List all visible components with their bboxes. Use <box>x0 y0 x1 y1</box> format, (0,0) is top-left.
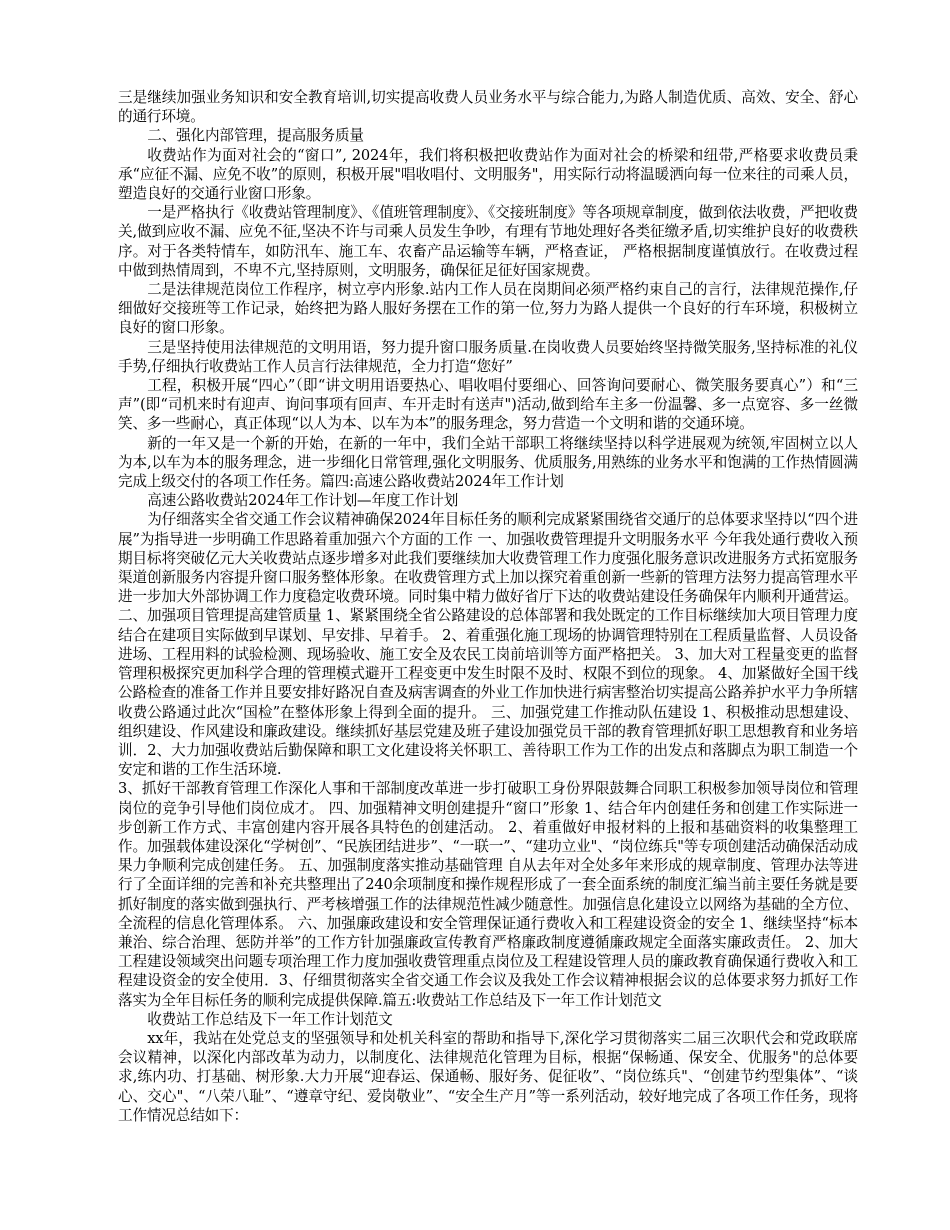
article-title-plan-2024: 高速公路收费站2024年工作计划—年度工作计划 <box>147 492 459 510</box>
paragraph-8: 新的一年又是一个新的开始，在新的一年中，我们全站干部职工将继续坚持以科学进展观为统领,牢固树立以人为本,以车为本的服务理念，进一步细化日常管理,强化文明服务、优质服务,用熟练的业务水平和饱满的工作热情圆满完成上级交付的各项工作任务。篇四:高速公路收费站2024年工作计划 <box>118 434 858 491</box>
paragraph-4: 一是严格执行《收费站管理制度》、《值班管理制度》、《交接班制度》等各项规章制度，做到依法收费，严把收费关,做到应收不漏、应免不征,坚决不许与司乘人员发生争吵，有理有节地处理好各类征缴矛盾,切实维护良好的收费秩序。对于各类特情车，如防汛车、施工车、农畜产品运输等车辆，严格查证， 严格根据制度谨慎放行。在收费过程中做到热情周到，不卑不亢,坚持原则，文明服务，确保征足征好国家规费。 <box>118 204 858 279</box>
paragraph-1: 三是继续加强业务知识和安全教育培训,切实提高收费人员业务水平与综合能力,为路人制造优质、高效、安全、舒心的通行环境。 <box>118 89 858 126</box>
paragraph-6: 三是坚持使用法律规范的文明用语，努力提升窗口服务质量.在岗收费人员要始终坚持微笑服务,坚持标准的礼仪手势,仔细执行收费站工作人员言行法律规范，全力打造“您好” <box>118 338 858 375</box>
section-heading-2: 二、强化内部管理，提高服务质量 <box>147 127 364 145</box>
article-title-summary: 收费站工作总结及下一年工作计划范文 <box>147 1010 393 1028</box>
paragraph-7: 工程，积极开展“四心”（即“讲文明用语要热心、唱收唱付要细心、回答询问要耐心、微笑服务要真心”）和“三声”(即“司机来时有迎声、询问事项有回声、车开走时有送声")活动,做到给车主多一份温馨、多一点宽容、多一丝微笑、多一些耐心，真正体现“以人为本、以车为本”的服务理念，努力营造一个文明和谐的交通环境。 <box>118 377 858 433</box>
document-body <box>118 88 858 1125</box>
paragraph-11: 3、抓好干部教育管理工作深化人事和干部制度改革进一步打破职工身份界限鼓舞合同职工积极参加领导岗位和管理岗位的竞争引导他们岗位成才。 四、加强精神文明创建提升“窗口”形象 1、结合年内创建任务和创建工作实际进一步创新工作方式、丰富创建内容开展各具特色的创建活动。 2、着重做好申报材料的上报和基础资料的收集整理工作。加强载体建设深化“学树创”、“民族团结进步”、“一联一”、“建功立业"、“岗位练兵"等专项创建活动确保活动成果力争顺利完成创建任务。 五、加强制度落实推动基础管理 自从去年对全处多年来形成的规章制度、管理办法等进行了全面详细的完善和补充共整理出了240余项制度和操作规程形成了一套全面系统的制度汇编当前主要任务就是要抓好制度的落实做到强执行、严考核增强工作的法律规范性减少随意性。加强信息化建设立以网络为基础的全方位、全流程的信息化管理体系。 六、加强廉政建设和安全管理保证通行费收入和工程建设资金的安全 1、继续坚持“标本兼治、综合治理、惩防并举”的工作方针加强廉政宣传教育严格廉政制度遵循廉政规定全面落实廉政责任。 2、加大工程建设领域突出问题专项治理工作力度加强收费管理重点岗位及工程建设管理人员的廉政教育确保通行费收入和工程建设资金的安全使用．3、仔细贯彻落实全省交通工作会议及我处工作会议精神根据会议的总体要求努力抓好工作落实为全年目标任务的顺利完成提供保障.篇五:收费站工作总结及下一年工作计划范文 <box>118 780 858 1009</box>
paragraph-5: 二是法律规范岗位工作程序，树立亭内形象.站内工作人员在岗期间必须严格约束自己的言行，法律规范操作,仔细做好交接班等工作记录，始终把为路人服好务摆在工作的第一位,努力为路人提供一个良好的行车环境，积极树立良好的窗口形象。 <box>118 281 858 337</box>
paragraph-10: 为仔细落实全省交通工作会议精神确保2024年目标任务的顺利完成紧紧围绕省交通厅的总体要求坚持以“四个进展”为指导进一步明确工作思路着重加强六个方面的工作 一、加强收费管理提升文明服务水平 今年我处通行费收入预期目标将突破亿元大关收费站点逐步增多对此我们要继续加大收费管理工作力度强化服务意识改进服务方式拓宽服务渠道创新服务内容提升窗口服务整体形象。在收费管理方式上加以探究着重创新一些新的管理方法努力提高管理水平进一步加大外部协调工作力度稳定收费环境。同时集中精力做好省厅下达的收费站建设任务确保年内顺利开通营运。 二、加强项目管理提高建管质量 1、紧紧围绕全省公路建设的总体部署和我处既定的工作目标继续加大项目管理力度结合在建项目实际做到早谋划、早安排、早着手。 2、着重强化施工现场的协调管理特别在工程质量监督、人员设备进场、工程用料的试验检测、现场验收、施工安全及农民工岗前培训等方面严格把关。 3、加大对工程量变更的监督管理积极探究更加科学合理的管理模式避开工程变更中发生时限不及时、权限不到位的现象。 4、加紧做好全国干线公路检查的准备工作并且要安排好路况自查及病害调查的外业工作加快进行病害整治切实提高公路养护水平力争所辖收费公路通过此次“国检”在整体形象上得到全面的提升。 三、加强党建工作推动队伍建设 1、积极推动思想建设、组织建设、作风建设和廉政建设。继续抓好基层党建及班子建设加强党员干部的教育管理抓好职工思想教育和业务培训．2、大力加强收费站后勤保障和职工文化建设将关怀职工、善待职工作为工作的出发点和落脚点为职工制造一个安定和谐的工作生活环境. <box>118 511 858 779</box>
paragraph-13: xx年，我站在处党总支的坚强领导和处机关科室的帮助和指导下,深化学习贯彻落实二届三次职代会和党政联席会议精神，以深化内部改革为动力，以制度化、法律规范化管理为目标，根据“保畅通、保安全、优服务"的总体要求,练内功、打基础、树形象.大力开展“迎春运、保通畅、服好务、促征收”、“岗位练兵"、“创建节约型集体”、“谈心、交心"、“八荣八耻”、“遵章守纪、爱岗敬业”、“安全生产月”等一系列活动，较好地完成了各项工作任务，现将工作情况总结如下： <box>118 1029 858 1124</box>
paragraph-3: 收费站作为面对社会的“窗口”, 2024年，我们将积极把收费站作为面对社会的桥梁和纽带,严格要求收费员秉承“应征不漏、应免不收”的原则，积极开展"唱收唱付、文明服务"，用实际行动将温暖洒向每一位来往的司乘人员，塑造良好的交通行业窗口形象。 <box>118 146 858 203</box>
